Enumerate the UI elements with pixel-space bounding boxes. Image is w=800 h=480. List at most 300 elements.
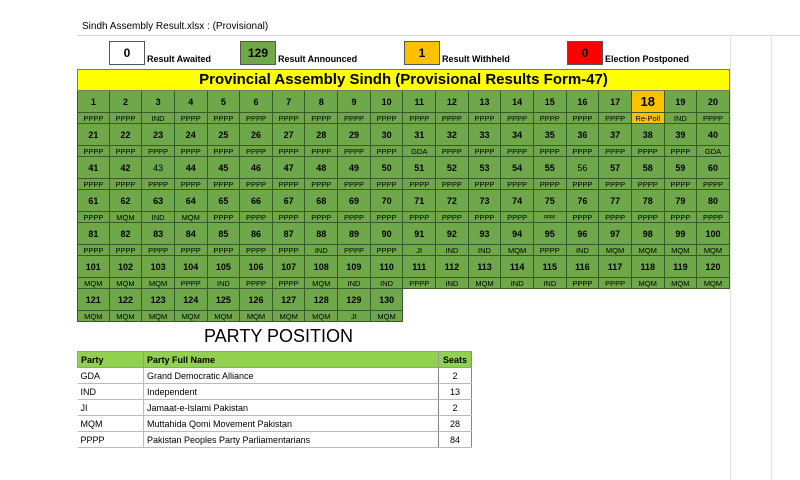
- seat-number-cell: 93: [469, 223, 502, 245]
- seat-number-cell: 23: [142, 124, 175, 146]
- seat-party-row: [77, 113, 730, 124]
- party-abbr: PPPP: [78, 432, 144, 448]
- table-row: [78, 384, 472, 400]
- seat-party-cell: PPPP: [599, 179, 632, 190]
- party-full-name: Grand Democratic Alliance: [144, 368, 439, 384]
- seat-party-cell: MQM: [697, 278, 730, 289]
- seat-party-cell: PPPP: [273, 146, 306, 157]
- seat-number-cell: 125: [208, 289, 241, 311]
- seat-party-cell: PPPP: [175, 278, 208, 289]
- party-abbr: IND: [78, 384, 144, 400]
- seat-number-cell: 60: [697, 157, 730, 179]
- seat-party-cell: PPPP: [240, 278, 273, 289]
- seat-number-cell: 119: [665, 256, 698, 278]
- seat-number-cell: 1: [77, 91, 110, 113]
- seat-party-cell: PPPP: [240, 179, 273, 190]
- seat-number-cell: 34: [501, 124, 534, 146]
- seat-number-row: [77, 91, 730, 113]
- seat-number-cell: 67: [273, 190, 306, 212]
- seat-party-cell: MQM: [142, 311, 175, 322]
- seat-party-cell: PPPP: [567, 212, 600, 223]
- seat-number-cell: 9: [338, 91, 371, 113]
- seat-number-cell: 121: [77, 289, 110, 311]
- seat-number-cell: 17: [599, 91, 632, 113]
- seat-number-cell: 100: [697, 223, 730, 245]
- seat-party-cell: PPPP: [403, 278, 436, 289]
- seat-number-cell: 16: [567, 91, 600, 113]
- seat-number-cell: 21: [77, 124, 110, 146]
- seat-number-cell: 96: [567, 223, 600, 245]
- seat-party-cell: PPPP: [436, 146, 469, 157]
- seat-party-cell: PPPP: [142, 146, 175, 157]
- seat-party-cell: MQM: [110, 311, 143, 322]
- seat-party-cell: PPPP: [175, 146, 208, 157]
- seat-number-cell: 122: [110, 289, 143, 311]
- seat-party-cell: PPPP: [77, 212, 110, 223]
- header-seats: Seats: [439, 352, 472, 368]
- seat-number-cell: 43: [142, 157, 175, 179]
- seat-number-cell: 129: [338, 289, 371, 311]
- seat-party-cell: IND: [501, 278, 534, 289]
- seat-number-cell: 69: [338, 190, 371, 212]
- seat-number-cell: 8: [305, 91, 338, 113]
- seat-party-cell: PPPP: [77, 179, 110, 190]
- seat-number-cell: 26: [240, 124, 273, 146]
- seat-number-cell: 80: [697, 190, 730, 212]
- seat-party-cell: PPPP: [208, 146, 241, 157]
- legend-label: Result Announced: [278, 54, 358, 64]
- table-row: [78, 416, 472, 432]
- seat-number-cell: 65: [208, 190, 241, 212]
- seat-number-cell: 82: [110, 223, 143, 245]
- seat-number-cell: 97: [599, 223, 632, 245]
- seat-party-cell: PPPP: [599, 113, 632, 124]
- seat-number-cell: 15: [534, 91, 567, 113]
- seat-party-cell: PPPP: [371, 113, 404, 124]
- seat-number-cell: 12: [436, 91, 469, 113]
- seat-number-cell: 78: [632, 190, 665, 212]
- seat-party-cell: PPPP: [371, 146, 404, 157]
- seat-party-cell: PPPP: [240, 245, 273, 256]
- seat-party-cell: PPPP: [436, 113, 469, 124]
- seat-number-cell: 2: [110, 91, 143, 113]
- seat-party-cell: PPPP: [175, 179, 208, 190]
- seat-number-cell: 54: [501, 157, 534, 179]
- seat-number-cell: 75: [534, 190, 567, 212]
- seat-party-cell: MQM: [599, 245, 632, 256]
- seat-party-cell: IND: [665, 113, 698, 124]
- seat-number-cell: 50: [371, 157, 404, 179]
- seat-number-cell: 7: [273, 91, 306, 113]
- seat-number-cell: 58: [632, 157, 665, 179]
- party-seats: 2: [439, 368, 472, 384]
- seat-number-cell: 41: [77, 157, 110, 179]
- seat-party-cell: MQM: [240, 311, 273, 322]
- seat-number-cell: 29: [338, 124, 371, 146]
- legend-count-box: 129: [240, 41, 276, 65]
- seat-number-cell: 112: [436, 256, 469, 278]
- seat-party-cell: PPPP: [501, 146, 534, 157]
- seat-party-cell: PPPP: [142, 179, 175, 190]
- seat-number-cell: 115: [534, 256, 567, 278]
- seat-party-cell: PPPP: [77, 146, 110, 157]
- party-abbr: JI: [78, 400, 144, 416]
- seat-number-cell: 62: [110, 190, 143, 212]
- seat-number-row: [77, 124, 730, 146]
- seat-number-cell: 68: [305, 190, 338, 212]
- seat-number-cell: 38: [632, 124, 665, 146]
- seat-number-cell: 90: [371, 223, 404, 245]
- seat-party-cell: IND: [142, 212, 175, 223]
- seat-number-cell: 61: [77, 190, 110, 212]
- seat-number-cell: 14: [501, 91, 534, 113]
- party-position-table: [77, 351, 472, 448]
- seat-party-cell: PPPP: [338, 146, 371, 157]
- seat-party-cell: PPPP: [632, 179, 665, 190]
- seat-party-cell: PPPP: [338, 245, 371, 256]
- seat-party-cell: IND: [338, 278, 371, 289]
- seat-party-cell: PPPP: [534, 179, 567, 190]
- seat-party-cell: PPPP: [273, 113, 306, 124]
- seat-party-cell: PPPP: [534, 113, 567, 124]
- seat-party-cell: PPPP: [371, 245, 404, 256]
- seat-number-cell: 99: [665, 223, 698, 245]
- seat-party-cell: JI: [403, 245, 436, 256]
- seat-party-cell: PPPP: [697, 179, 730, 190]
- seat-number-cell: 108: [305, 256, 338, 278]
- seat-number-cell: 32: [436, 124, 469, 146]
- seat-number-cell: 76: [567, 190, 600, 212]
- seat-number-cell: 98: [632, 223, 665, 245]
- seat-number-cell: 89: [338, 223, 371, 245]
- seat-number-cell: 84: [175, 223, 208, 245]
- seat-number-cell: 70: [371, 190, 404, 212]
- seat-party-cell: PPPP: [567, 146, 600, 157]
- seat-number-cell: 74: [501, 190, 534, 212]
- seat-number-cell: 79: [665, 190, 698, 212]
- seat-party-cell: MQM: [175, 212, 208, 223]
- seat-party-cell: MQM: [371, 311, 404, 322]
- seat-party-cell: PPPP: [567, 113, 600, 124]
- seat-party-cell: PPPP: [273, 245, 306, 256]
- seat-number-cell: 72: [436, 190, 469, 212]
- seat-number-cell: 83: [142, 223, 175, 245]
- seat-number-row: [77, 157, 730, 179]
- seat-party-cell: PPPP: [338, 212, 371, 223]
- seat-party-cell: MQM: [175, 311, 208, 322]
- seat-party-cell: PPPP: [665, 212, 698, 223]
- seat-number-cell: 128: [305, 289, 338, 311]
- seat-number-cell: 91: [403, 223, 436, 245]
- seat-number-cell: 117: [599, 256, 632, 278]
- seat-number-cell: 71: [403, 190, 436, 212]
- seat-number-cell: 106: [240, 256, 273, 278]
- seat-party-cell: GDA: [697, 146, 730, 157]
- seat-number-cell: 39: [665, 124, 698, 146]
- seat-number-cell: 103: [142, 256, 175, 278]
- seat-number-cell: 51: [403, 157, 436, 179]
- seat-number-cell: 35: [534, 124, 567, 146]
- seat-party-row: [77, 179, 730, 190]
- seat-party-cell: MQM: [697, 245, 730, 256]
- seat-party-cell: PPPP: [305, 146, 338, 157]
- seat-number-cell: 40: [697, 124, 730, 146]
- seat-number-row: [77, 256, 730, 278]
- seat-party-cell: IND: [436, 278, 469, 289]
- seat-party-cell: PPPP: [110, 113, 143, 124]
- legend-label: Result Awaited: [147, 54, 212, 64]
- seat-party-cell: IND: [208, 278, 241, 289]
- seat-number-cell: 88: [305, 223, 338, 245]
- seat-number-cell: 123: [142, 289, 175, 311]
- seat-party-row: [77, 245, 730, 256]
- seat-party-cell: PPPP: [305, 113, 338, 124]
- seat-number-cell: 120: [697, 256, 730, 278]
- seat-number-row: [77, 190, 730, 212]
- seat-number-cell: 105: [208, 256, 241, 278]
- header-full-name: Party Full Name: [144, 352, 439, 368]
- seat-party-cell: PPPP: [632, 212, 665, 223]
- seat-party-cell: PPPP: [501, 179, 534, 190]
- seat-party-cell: PPPP: [175, 113, 208, 124]
- seat-number-cell: 95: [534, 223, 567, 245]
- seat-party-cell: PPPP: [599, 212, 632, 223]
- seat-party-cell: PPPP: [240, 212, 273, 223]
- seat-number-cell: 124: [175, 289, 208, 311]
- seat-party-cell: PPPP: [469, 146, 502, 157]
- seat-party-cell: PPPP: [665, 146, 698, 157]
- seat-party-cell: PPPP: [110, 245, 143, 256]
- seat-number-cell: 19: [665, 91, 698, 113]
- seat-number-cell: 36: [567, 124, 600, 146]
- seat-number-row: [77, 223, 730, 245]
- seat-number-cell: 10: [371, 91, 404, 113]
- seat-party-cell: MQM: [273, 311, 306, 322]
- seat-party-cell: PPPP: [501, 113, 534, 124]
- seat-party-cell: PPPP: [142, 245, 175, 256]
- seat-party-cell: PPPP: [273, 212, 306, 223]
- legend-label: Election Postponed: [605, 54, 690, 64]
- seat-party-cell: IND: [469, 245, 502, 256]
- legend-count-box: 0: [567, 41, 603, 65]
- seat-party-cell: MQM: [469, 278, 502, 289]
- seat-party-cell: MQM: [208, 311, 241, 322]
- seat-number-cell: 111: [403, 256, 436, 278]
- seat-party-cell: IND: [534, 278, 567, 289]
- seat-party-cell: PPPP: [77, 113, 110, 124]
- seat-party-cell: PPPP: [697, 113, 730, 124]
- seat-party-cell: IND: [567, 245, 600, 256]
- sheet-top-border: [77, 35, 800, 36]
- seat-number-cell: 126: [240, 289, 273, 311]
- seat-number-cell: 33: [469, 124, 502, 146]
- seat-number-cell: 56: [567, 157, 600, 179]
- seat-party-cell: PPPP: [305, 212, 338, 223]
- seat-party-cell: MQM: [110, 278, 143, 289]
- seat-party-cell: IND: [305, 245, 338, 256]
- seat-number-cell: 49: [338, 157, 371, 179]
- party-seats: 2: [439, 400, 472, 416]
- seat-party-cell: PPPP: [240, 146, 273, 157]
- legend-label: Result Withheld: [442, 54, 510, 64]
- party-abbr: GDA: [78, 368, 144, 384]
- seat-party-cell: MQM: [665, 278, 698, 289]
- seat-number-cell: 63: [142, 190, 175, 212]
- seat-party-row: [77, 212, 730, 223]
- seat-number-cell: 28: [305, 124, 338, 146]
- seat-party-cell: PPPP: [371, 179, 404, 190]
- seat-number-cell: 4: [175, 91, 208, 113]
- seat-number-cell: 59: [665, 157, 698, 179]
- party-abbr: MQM: [78, 416, 144, 432]
- seat-party-cell: PPPP: [273, 179, 306, 190]
- seat-number-cell: 130: [371, 289, 404, 311]
- seat-number-cell: 86: [240, 223, 273, 245]
- seat-party-cell: IND: [142, 113, 175, 124]
- seat-number-cell: 25: [208, 124, 241, 146]
- seat-party-cell: PPPP: [208, 113, 241, 124]
- seat-number-cell: 85: [208, 223, 241, 245]
- seat-party-cell: MQM: [77, 278, 110, 289]
- seat-party-row: [77, 278, 730, 289]
- seat-number-cell: 11: [403, 91, 436, 113]
- seat-number-cell: 104: [175, 256, 208, 278]
- seat-number-cell: 101: [77, 256, 110, 278]
- seat-number-cell: 64: [175, 190, 208, 212]
- seat-number-cell: 42: [110, 157, 143, 179]
- seat-party-row: [77, 146, 730, 157]
- seat-party-cell: IND: [436, 245, 469, 256]
- seat-party-cell: PPPP: [338, 179, 371, 190]
- seat-number-row: [77, 289, 730, 311]
- legend-count-box: 1: [404, 41, 440, 65]
- seat-number-cell: 30: [371, 124, 404, 146]
- seat-number-cell: 107: [273, 256, 306, 278]
- seat-number-cell: 127: [273, 289, 306, 311]
- seat-number-cell: 46: [240, 157, 273, 179]
- seat-party-cell: Re-Poll: [632, 113, 665, 124]
- seat-party-cell: PPPP: [371, 212, 404, 223]
- seat-party-cell: PPPP: [403, 179, 436, 190]
- seat-party-cell: PPPP: [436, 212, 469, 223]
- party-seats: 84: [439, 432, 472, 448]
- table-row: [78, 368, 472, 384]
- party-seats: 28: [439, 416, 472, 432]
- seat-number-cell: 24: [175, 124, 208, 146]
- seat-number-cell: 37: [599, 124, 632, 146]
- seat-number-cell: 3: [142, 91, 175, 113]
- table-row: [78, 400, 472, 416]
- seat-number-cell: 113: [469, 256, 502, 278]
- seat-party-cell: PPPP: [697, 212, 730, 223]
- seat-number-cell: 109: [338, 256, 371, 278]
- seat-party-cell: PPPP: [501, 212, 534, 223]
- seat-number-cell: 66: [240, 190, 273, 212]
- seat-party-cell: PPPP: [436, 179, 469, 190]
- results-banner: Provincial Assembly Sindh (Provisional Results Form-47): [77, 69, 730, 91]
- seat-party-cell: PPPP: [208, 245, 241, 256]
- seat-party-cell: PPPP: [305, 179, 338, 190]
- party-seats: 13: [439, 384, 472, 400]
- seat-party-cell: PPPP: [240, 113, 273, 124]
- seat-party-cell: IND: [371, 278, 404, 289]
- seat-number-cell: 87: [273, 223, 306, 245]
- seat-party-cell: PPPP: [208, 212, 241, 223]
- seat-number-cell: 5: [208, 91, 241, 113]
- seat-number-cell: 110: [371, 256, 404, 278]
- seat-number-cell: 45: [208, 157, 241, 179]
- seat-party-cell: PPPP: [534, 245, 567, 256]
- seat-party-cell: PPPP: [403, 212, 436, 223]
- seat-party-cell: PPPP: [599, 278, 632, 289]
- seat-party-cell: PPPP: [567, 179, 600, 190]
- party-full-name: Muttahida Qomi Movement Pakistan: [144, 416, 439, 432]
- seat-number-cell: 92: [436, 223, 469, 245]
- seat-party-row: [77, 311, 730, 322]
- seat-number-cell: 22: [110, 124, 143, 146]
- seat-party-cell: MQM: [632, 245, 665, 256]
- seat-number-cell: 48: [305, 157, 338, 179]
- seat-number-cell: 81: [77, 223, 110, 245]
- seat-party-cell: MQM: [305, 311, 338, 322]
- seat-party-cell: PPPP: [567, 278, 600, 289]
- seat-party-cell: PPPP: [175, 245, 208, 256]
- file-title: Sindh Assembly Result.xlsx : (Provisional): [82, 21, 269, 32]
- seat-number-cell: 73: [469, 190, 502, 212]
- seat-number-cell: 116: [567, 256, 600, 278]
- seat-party-cell: MQM: [142, 278, 175, 289]
- seat-number-cell: 52: [436, 157, 469, 179]
- seat-party-cell: MQM: [632, 278, 665, 289]
- party-full-name: Independent: [144, 384, 439, 400]
- seat-party-cell: PPPP: [469, 212, 502, 223]
- party-full-name: Jamaat-e-Islami Pakistan: [144, 400, 439, 416]
- seat-number-cell: 118: [632, 256, 665, 278]
- seat-party-cell: MQM: [77, 311, 110, 322]
- seat-party-cell: MQM: [501, 245, 534, 256]
- seat-number-cell: 18: [632, 91, 665, 113]
- seat-party-cell: PPPP: [208, 179, 241, 190]
- seat-party-cell: GDA: [403, 146, 436, 157]
- seat-party-cell: PPPP: [469, 113, 502, 124]
- seat-party-cell: PPPP: [599, 146, 632, 157]
- seat-party-cell: MQM: [110, 212, 143, 223]
- seat-number-cell: 55: [534, 157, 567, 179]
- party-full-name: Pakistan Peoples Party Parliamentarians: [144, 432, 439, 448]
- seat-party-cell: MQM: [305, 278, 338, 289]
- seat-party-cell: PPPP: [110, 146, 143, 157]
- seat-number-cell: 47: [273, 157, 306, 179]
- header-party: Party: [78, 352, 144, 368]
- seat-number-cell: 44: [175, 157, 208, 179]
- seat-party-cell: pppp: [534, 212, 567, 223]
- seat-party-cell: JI: [338, 311, 371, 322]
- seat-party-cell: PPPP: [665, 179, 698, 190]
- party-position-title: PARTY POSITION: [204, 326, 354, 346]
- seat-number-cell: 31: [403, 124, 436, 146]
- sheet-column-line: [771, 35, 772, 480]
- seat-party-cell: PPPP: [632, 146, 665, 157]
- seat-party-cell: PPPP: [469, 179, 502, 190]
- seat-number-cell: 114: [501, 256, 534, 278]
- seat-number-cell: 53: [469, 157, 502, 179]
- seat-party-cell: MQM: [665, 245, 698, 256]
- legend-count-box: 0: [109, 41, 145, 65]
- seat-number-cell: 77: [599, 190, 632, 212]
- seat-number-cell: 27: [273, 124, 306, 146]
- seat-number-cell: 6: [240, 91, 273, 113]
- seat-number-cell: 13: [469, 91, 502, 113]
